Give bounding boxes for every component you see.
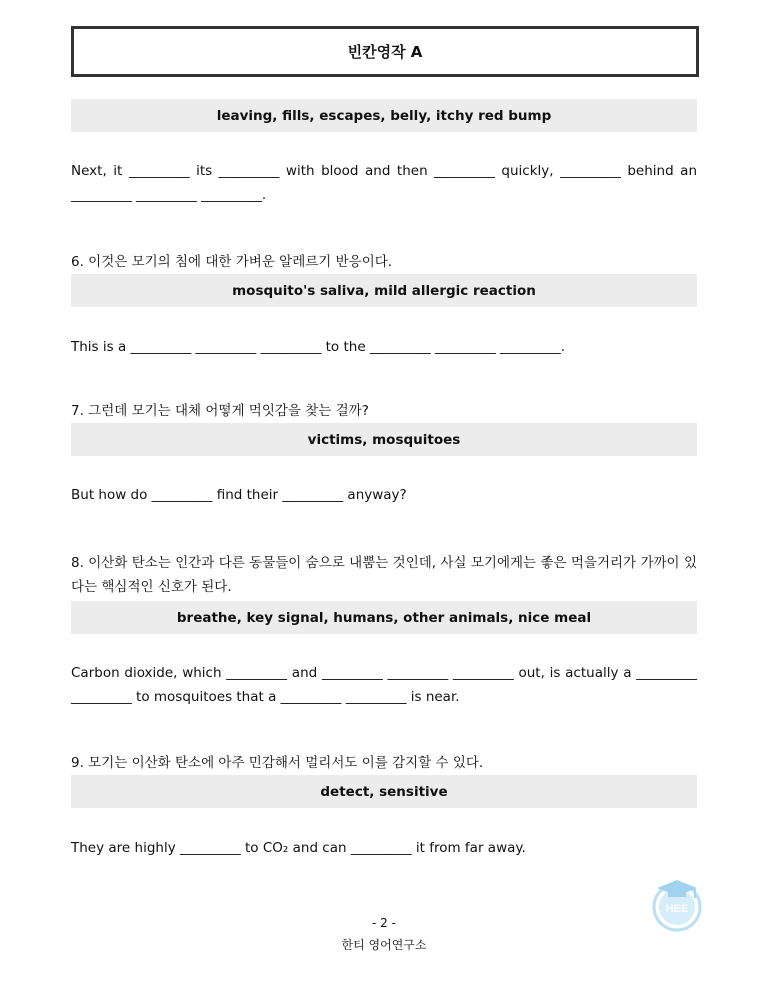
word-hint-text: mosquito's saliva, mild allergic reaction — [232, 282, 536, 299]
word-hint-bar — [71, 423, 697, 456]
fill-in-sentence: They are highly _________ to CO₂ and can _________ it from far away. — [71, 840, 526, 856]
page-number: - 2 - — [372, 916, 396, 930]
worksheet-title — [71, 26, 699, 77]
word-hint-text: detect, sensitive — [320, 783, 448, 800]
word-hint-text: victims, mosquitoes — [307, 431, 461, 448]
word-hint-text: leaving, fills, escapes, belly, itchy red bump — [216, 107, 552, 124]
word-hint-text: breathe, key signal, humans, other animals, nice meal — [176, 609, 592, 626]
word-hint-bar — [71, 274, 697, 307]
korean-prompt: 7. 그런데 모기는 대체 어떻게 먹잇감을 찾는 걸까? — [71, 403, 369, 419]
fill-in-sentence: This is a _________ _________ _________ to the _________ _________ _________. — [71, 339, 566, 355]
korean-prompt: 6. 이것은 모기의 침에 대한 가벼운 알레르기 반응이다. — [71, 254, 393, 270]
word-hint-bar — [71, 775, 697, 808]
exercise-item-6 — [71, 250, 697, 359]
word-hint-bar — [71, 601, 697, 634]
exercise-item-7 — [71, 399, 697, 507]
fill-in-sentence: Next, it _________ its _________ with blood and then _________ quickly, _________ behind an _________ _________ _________. — [71, 163, 697, 203]
exercise-item-9 — [71, 751, 697, 860]
footer-organization: 한티 영어연구소 — [341, 938, 427, 952]
exercise-item-continuation — [71, 99, 697, 207]
fill-in-sentence: But how do _________ find their _________ anyway? — [71, 487, 407, 503]
exercise-item-8 — [71, 551, 697, 709]
korean-prompt: 9. 모기는 이산화 탄소에 아주 민감해서 멀리서도 이를 감지할 수 있다. — [71, 755, 484, 771]
korean-prompt: 8. 이산화 탄소는 인간과 다른 동물들이 숨으로 내뿜는 것인데, 사실 모기에게는 좋은 먹을거리가 가까이 있다는 핵심적인 신호가 된다. — [71, 555, 697, 595]
word-hint-bar — [71, 99, 697, 132]
logo-text: HEE — [665, 903, 689, 915]
worksheet-title-text: 빈칸영작 A — [347, 43, 423, 61]
fill-in-sentence: Carbon dioxide, which _________ and _________ _________ _________ out, is actually a _________ _________ to mosquitoes that a _________ _________ is near. — [71, 665, 697, 705]
